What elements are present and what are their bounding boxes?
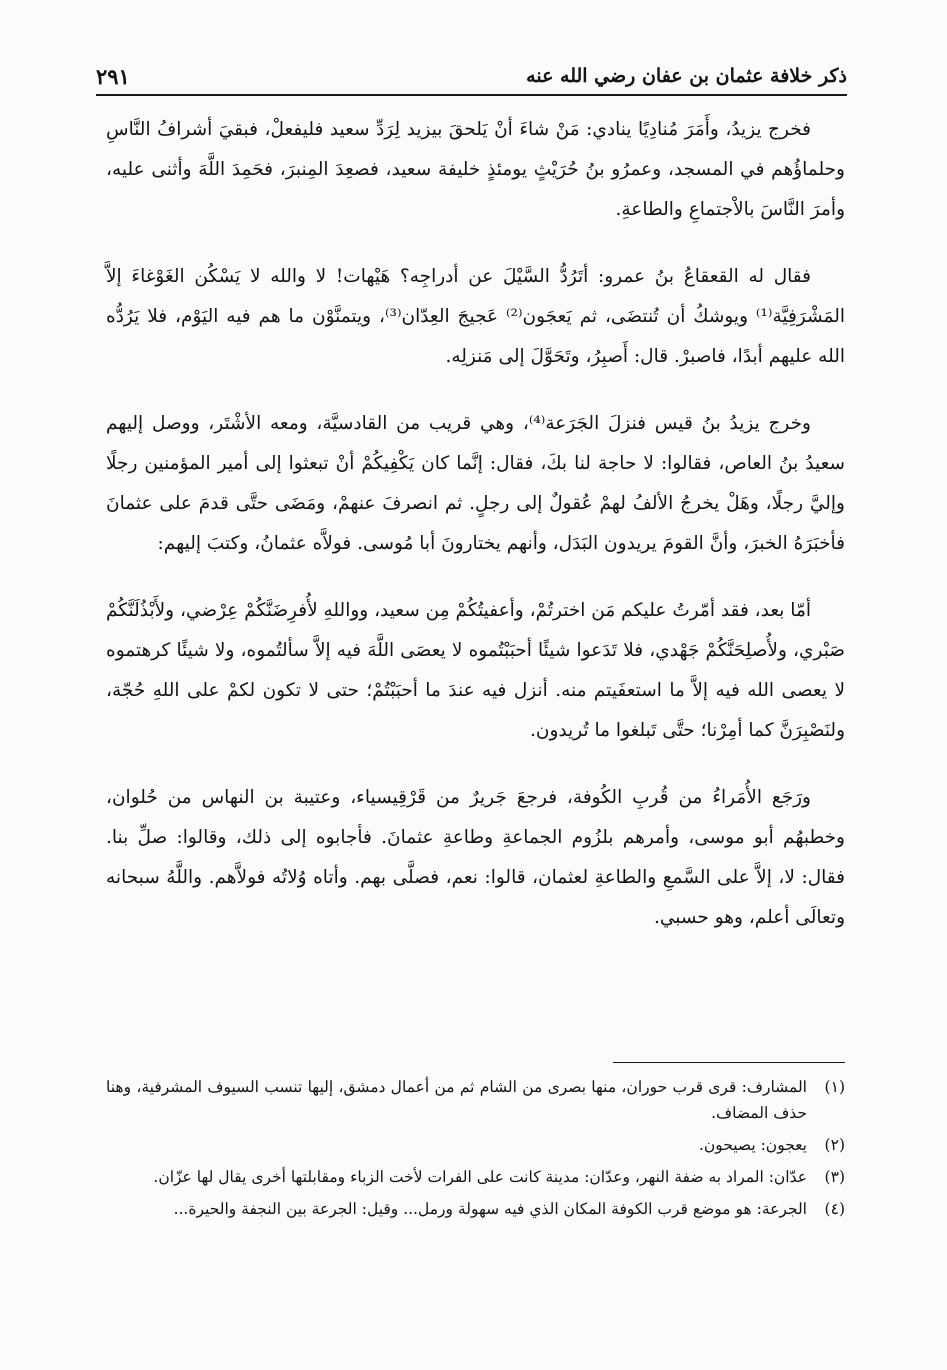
paragraph: فقال له القعقاعُ بنُ عمرو: أتَرُدُّ السَّيْلَ عن أدراجِه؟ هَيْهات! لا والله لا يَسْكُن الغَوْغاءَ إلاَّ المَشْرَفِيَّة⁽¹⁾ ويوشكُ أن تُنتضَى، ثم يَعجَون⁽²⁾ عَجيجَ العِدّان⁽³⁾، ويتمنَّوْن ما هم فيه اليَوْم، فلا يَرُدُّه الله عليهم أبدًا، فاصبرْ. قال: أَصبِرُ، وتَحَوَّلَ إلى مَنزلِه. bbox=[106, 266, 845, 367]
footnote-divider bbox=[613, 1062, 845, 1063]
footnote-text: يعجون: يصيحون. bbox=[698, 1136, 807, 1154]
footnote-marker: (١) bbox=[824, 1078, 845, 1096]
header-divider bbox=[96, 94, 847, 96]
footnote-text: المشارف: قرى قرب حوران، منها بصرى من الشام ثم من أعمال دمشق، إليها تنسب السيوف المشرفية، وهنا حذف المضاف. bbox=[106, 1078, 807, 1122]
footnote bbox=[106, 1074, 845, 1126]
footnote-text: الجرعة: هو موضع قرب الكوفة المكان الذي فيه سهولة ورمل... وقيل: الجرعة بين النجفة والحيرة... bbox=[173, 1200, 807, 1218]
paragraph: أمّا بعد، فقد أمّرتُ عليكم مَن اخترتُمْ، وأعفيتُكُمْ مِن سعيد، وواللهِ لأُفرِضَنَّكُمْ عِرْضي، ولأَبْذُلَنَّكُمْ صَبْري، ولأُصلِحَنَّكُمْ جَهْدي، فلا تَدَعوا شيئًا أحبَبْتُموه لا يعصَى اللَّهَ فيه إلاَّ سألتُموه، ولا شيئًا كرهتموه لا يعصى الله فيه إلاَّ ما استعفَيتم منه. أنزل فيه عندَ ما أحبَبْتُمْ؛ حتى لا تكون لكمْ على اللهِ حُجّة، ولنَصْبِرَنَّ كما أمِرْنا؛ حتَّى تَبلغوا ما تُريدون. bbox=[106, 600, 845, 741]
footnote-marker: (٣) bbox=[824, 1168, 845, 1186]
footnote bbox=[106, 1132, 845, 1158]
paragraph: وخرج يزيدُ بنُ قيس فنزلَ الجَرَعة⁽⁴⁾، وهي قريب من القادسيَّة، ومعه الأشْتَر، ووصل إليهم سعيدُ بنُ العاص، فقالوا: لا حاجة لنا بكَ، فقال: إنَّما كان يَكْفِيكُمْ أنْ تبعثوا إلى أمير المؤمنين رجلًا وإليَّ رجلًا، وهَلْ يخرجُ الألفُ لهمْ عُقولٌ إلى رجلٍ. ثم انصرفَ عنهمْ، ومَضَى حتَّى قدمَ على عثمانَ فأخبَرَهُ الخبرَ، وأنَّ القومَ يريدون البَدَل، وأنهم يختارونَ أبا مُوسى. فولاَّه عثمانُ، وكتبَ إليهم: bbox=[106, 413, 845, 554]
running-title: ذكر خلافة عثمان بن عفان رضي الله عنه bbox=[526, 65, 847, 87]
footnote bbox=[106, 1164, 845, 1190]
paragraph: فخرج يزيدُ، وأَمَرَ مُنادِيًا ينادي: مَنْ شاءَ أنْ يَلحقَ بيزيد لِرَدِّ سعيد فليفعلْ، فبقيَ أشرافُ النَّاسِ وحلماؤُهم في المسجد، وعمرُو بنُ حُرَيْثٍ يومئذٍ خليفة سعيد، فصعِدَ المِنبرَ، فحَمِدَ اللَّهَ وأثنى عليه، وأمرَ النَّاسَ بالاْجتماعِ والطاعةِ. bbox=[106, 119, 845, 220]
page-number: ٢٩١ bbox=[96, 63, 130, 89]
main-text bbox=[106, 110, 845, 965]
footnotes bbox=[106, 1074, 845, 1228]
paragraph: ورَجَع الأُمَراءُ من قُربِ الكُوفة، فرجعَ جَريرٌ من قَرْقِيسياء، وعتيبة بن النهاس من حُلوان، وخطبهُم أبو موسى، وأمرهم بلزُوم الجماعةِ وطاعةِ عثمانَ. فأجابوه إلى ذلك، وقالوا: صلِّ بنا. فقال: لا، إلاَّ على السَّمعِ والطاعةِ لعثمان، قالوا: نعم، فصلَّى بهم. وأتاه وُلاتُه فولاَّهم. واللَّهُ سبحانه وتعالَى أعلم، وهو حسبي. bbox=[106, 787, 845, 928]
running-header bbox=[96, 58, 847, 94]
footnote bbox=[106, 1196, 845, 1222]
footnote-text: عدّان: المراد به ضفة النهر، وعدّان: مدينة كانت على الفرات لأخت الزباء ومقابلتها أخرى يقال لها عزّان. bbox=[153, 1168, 807, 1186]
footnote-marker: (٢) bbox=[824, 1136, 845, 1154]
footnote-marker: (٤) bbox=[824, 1200, 845, 1218]
